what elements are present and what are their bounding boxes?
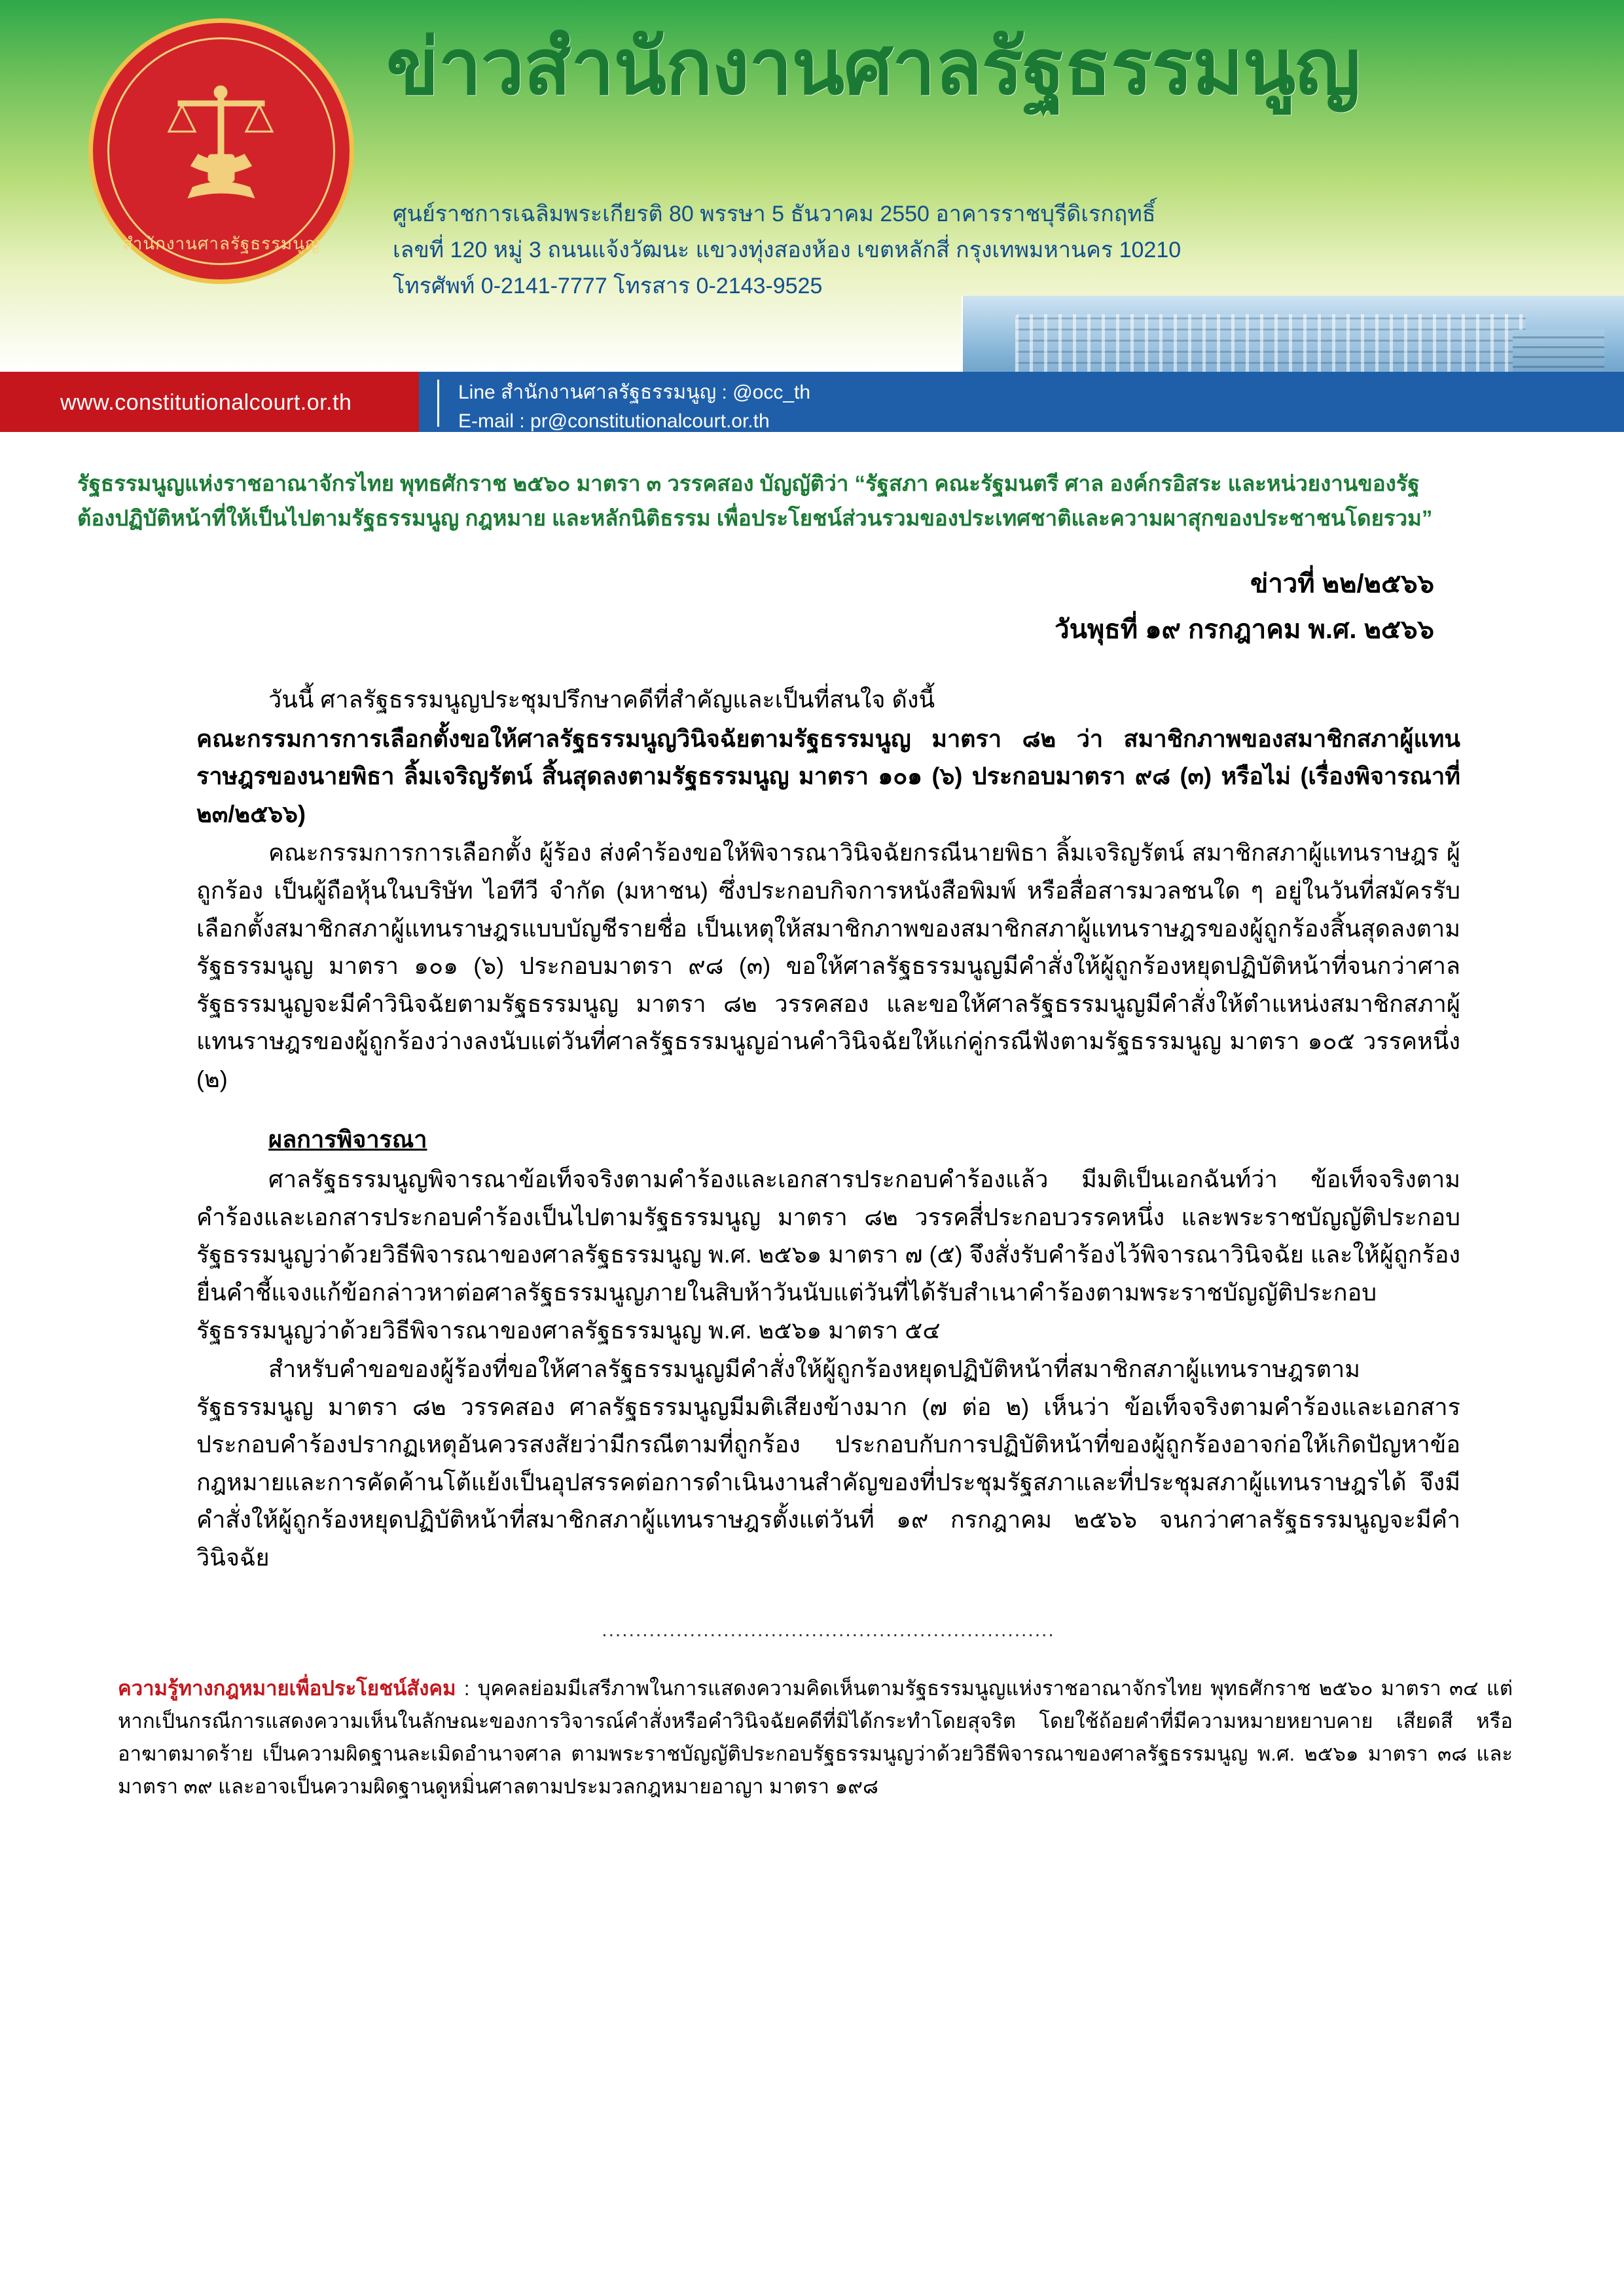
news-number: ข่าวที่ ๒๒/๒๕๖๖ [1250,569,1434,598]
banner-title: ข่าวสำนักงานศาลรัฐธรรมนูญ [386,24,1360,111]
case-headline: คณะกรรมการการเลือกตั้งขอให้ศาลรัฐธรรมนูญวินิจฉัยตามรัฐธรรมนูญ มาตรา ๘๒ ว่า สมาชิกภาพของสมาชิกสภาผู้แทนราษฎรของนายพิธา ลิ้มเจริญรัตน์ สิ้นสุดลงตามรัฐธรรมนูญ มาตรา ๑๐๑ (๖) ประกอบมาตรา ๙๘ (๓) หรือไม่ (เรื่องพิจารณาที่ ๒๓/๒๕๖๖) [196,725,1460,827]
result-heading: ผลการพิจารณา [268,1125,427,1153]
address-line-2: เลขที่ 120 หมู่ 3 ถนนแจ้งวัฒนะ แขวงทุ่งสองห้อง เขตหลักสี่ กรุงเทพมหานคร 10210 [393,238,1182,263]
constitution-quote [77,466,1550,536]
intro-paragraph: วันนี้ ศาลรัฐธรรมนูญประชุมปรึกษาคดีที่สำคัญและเป็นที่สนใจ ดังนี้ [268,686,935,713]
banner-address [393,196,1453,304]
seal-text: สำนักงานศาลรัฐธรรมนูญ [122,234,321,253]
line-account: Line สำนักงานศาลรัฐธรรมนูญ : @occ_th [458,382,811,403]
legal-knowledge-footnote [118,1672,1513,1804]
quote-line-2: ต้องปฏิบัติหน้าที่ให้เป็นไปตามรัฐธรรมนูญ กฎหมาย และหลักนิติธรรม เพื่อประโยชน์ส่วนรวมของประเทศชาติและความผาสุกของประชาชนโดยรวม” [77,506,1433,531]
email-address[interactable]: E-mail : pr@constitutionalcourt.or.th [458,410,770,432]
case-body-paragraph-3: สำหรับคำขอของผู้ร้องที่ขอให้ศาลรัฐธรรมนูญมีคำสั่งให้ผู้ถูกร้องหยุดปฏิบัติหน้าที่สมาชิกสภาผู้แทนราษฎรตามรัฐธรรมนูญ มาตรา ๘๒ วรรคสอง ศาลรัฐธรรมนูญมีมติเสียงข้างมาก (๗ ต่อ ๒) เห็นว่า ข้อเท็จจริงตามคำร้องและเอกสารประกอบคำร้องปรากฏเหตุอันควรสงสัยว่ามีกรณีตามที่ถูกร้อง ประกอบกับการปฏิบัติหน้าที่ของผู้ถูกร้องอาจก่อให้เกิดปัญหาข้อกฎหมายและการคัดค้านโต้แย้งเป็นอุปสรรคต่อการดำเนินงานสำคัญของที่ประชุมรัฐสภาและที่ประชุมสภาผู้แทนราษฎรได้ จึงมีคำสั่งให้ผู้ถูกร้องหยุดปฏิบัติหน้าที่สมาชิกสภาผู้แทนราษฎรตั้งแต่วันที่ ๑๙ กรกฎาคม ๒๕๖๖ จนกว่าศาลรัฐธรรมนูญจะมีคำวินิจฉัย [196,1355,1460,1571]
court-seal [88,18,354,284]
address-line-1: ศูนย์ราชการเฉลิมพระเกียรติ 80 พรรษา 5 ธันวาคม 2550 อาคารราชบุรีดิเรกฤทธิ์ [393,202,1156,226]
page-header-banner [0,0,1624,432]
section-divider: ................................................................... [602,1619,1055,1641]
contact-divider [437,380,439,427]
scales-of-justice-icon [153,75,290,206]
footnote-label: ความรู้ทางกฎหมายเพื่อประโยชน์สังคม [118,1676,456,1700]
case-body-paragraph-2: ศาลรัฐธรรมนูญพิจารณาข้อเท็จจริงตามคำร้องและเอกสารประกอบคำร้องแล้ว มีมติเป็นเอกฉันท์ว่า ข้อเท็จจริงตามคำร้องและเอกสารประกอบคำร้องเป็นไปตามรัฐธรรมนูญ มาตรา ๘๒ วรรคสี่ประกอบวรรคหนึ่ง และพระราชบัญญัติประกอบรัฐธรรมนูญว่าด้วยวิธีพิจารณาของศาลรัฐธรรมนูญ พ.ศ. ๒๕๖๑ มาตรา ๗ (๕) จึงสั่งรับคำร้องไว้พิจารณาวินิจฉัย และให้ผู้ถูกร้องยื่นคำชี้แจงแก้ข้อกล่าวหาต่อศาลรัฐธรรมนูญภายในสิบห้าวันนับแต่วันที่ได้รับสำเนาคำร้องตามพระราชบัญญัติประกอบรัฐธรรมนูญว่าด้วยวิธีพิจารณาของศาลรัฐธรรมนูญ พ.ศ. ๒๕๖๑ มาตรา ๕๔ [196,1166,1460,1344]
footnote-text: : บุคคลย่อมมีเสรีภาพในการแสดงความคิดเห็นตามรัฐธรรมนูญแห่งราชอาณาจักรไทย พุทธศักราช ๒๕๖๐ มาตรา ๓๔ แต่หากเป็นกรณีการแสดงความเห็นในลักษณะของการวิจารณ์คำสั่งหรือคำวินิจฉัยคดีที่มิได้กระทำโดยสุจริต โดยใช้ถ้อยคำที่มีความหมายหยาบคาย เสียดสี หรืออาฆาตมาดร้าย เป็นความผิดฐานละเมิดอำนาจศาล ตามพระราชบัญญัติประกอบรัฐธรรมนูญว่าด้วยวิธีพิจารณาของศาลรัฐธรรมนูญ พ.ศ. ๒๕๖๑ มาตรา ๓๘ และมาตรา ๓๙ และอาจเป็นความผิดฐานดูหมิ่นศาลตามประมวลกฎหมายอาญา มาตรา ๑๙๘ [118,1676,1513,1799]
quote-line-1: รัฐธรรมนูญแห่งราชอาณาจักรไทย พุทธศักราช ๒๕๖๐ มาตรา ๓ วรรคสอง บัญญัติว่า “รัฐสภา คณะรัฐมนตรี ศาล องค์กรอิสระ และหน่วยงานของรัฐ [77,471,1420,495]
contact-bar [0,372,1624,432]
news-date: วันพุธที่ ๑๙ กรกฎาคม พ.ศ. ๒๕๖๖ [1055,615,1434,644]
address-line-3: โทรศัพท์ 0-2141-7777 โทรสาร 0-2143-9525 [393,274,823,299]
contact-details [458,378,810,432]
case-body-paragraph-1: คณะกรรมการการเลือกตั้ง ผู้ร้อง ส่งคำร้องขอให้พิจารณาวินิจฉัยกรณีนายพิธา ลิ้มเจริญรัตน์ สมาชิกสภาผู้แทนราษฎร ผู้ถูกร้อง เป็นผู้ถือหุ้นในบริษัท ไอทีวี จำกัด (มหาชน) ซึ่งประกอบกิจการหนังสือพิมพ์ หรือสื่อสารมวลชนใด ๆ อยู่ในวันที่สมัครรับเลือกตั้งสมาชิกสภาผู้แทนราษฎรแบบบัญชีรายชื่อ เป็นเหตุให้สมาชิกภาพของสมาชิกสภาผู้แทนราษฎรของผู้ถูกร้องสิ้นสุดลงตามรัฐธรรมนูญ มาตรา ๑๐๑ (๖) ประกอบมาตรา ๙๘ (๓) ขอให้ศาลรัฐธรรมนูญมีคำสั่งให้ผู้ถูกร้องหยุดปฏิบัติหน้าที่จนกว่าศาลรัฐธรรมนูญจะมีคำวินิจฉัยตามรัฐธรรมนูญ มาตรา ๘๒ วรรคสอง และขอให้ศาลรัฐธรรมนูญมีคำสั่งให้ตำแหน่งสมาชิกสภาผู้แทนราษฎรของผู้ถูกร้องว่างลงนับแต่วันที่ศาลรัฐธรรมนูญอ่านคำวินิจฉัยให้แก่คู่กรณีฟังตามรัฐธรรมนูญ มาตรา ๑๐๕ วรรคหนึ่ง (๒) [196,839,1460,1092]
website-link[interactable]: www.constitutionalcourt.or.th [60,390,352,415]
document-body [0,563,1624,1804]
